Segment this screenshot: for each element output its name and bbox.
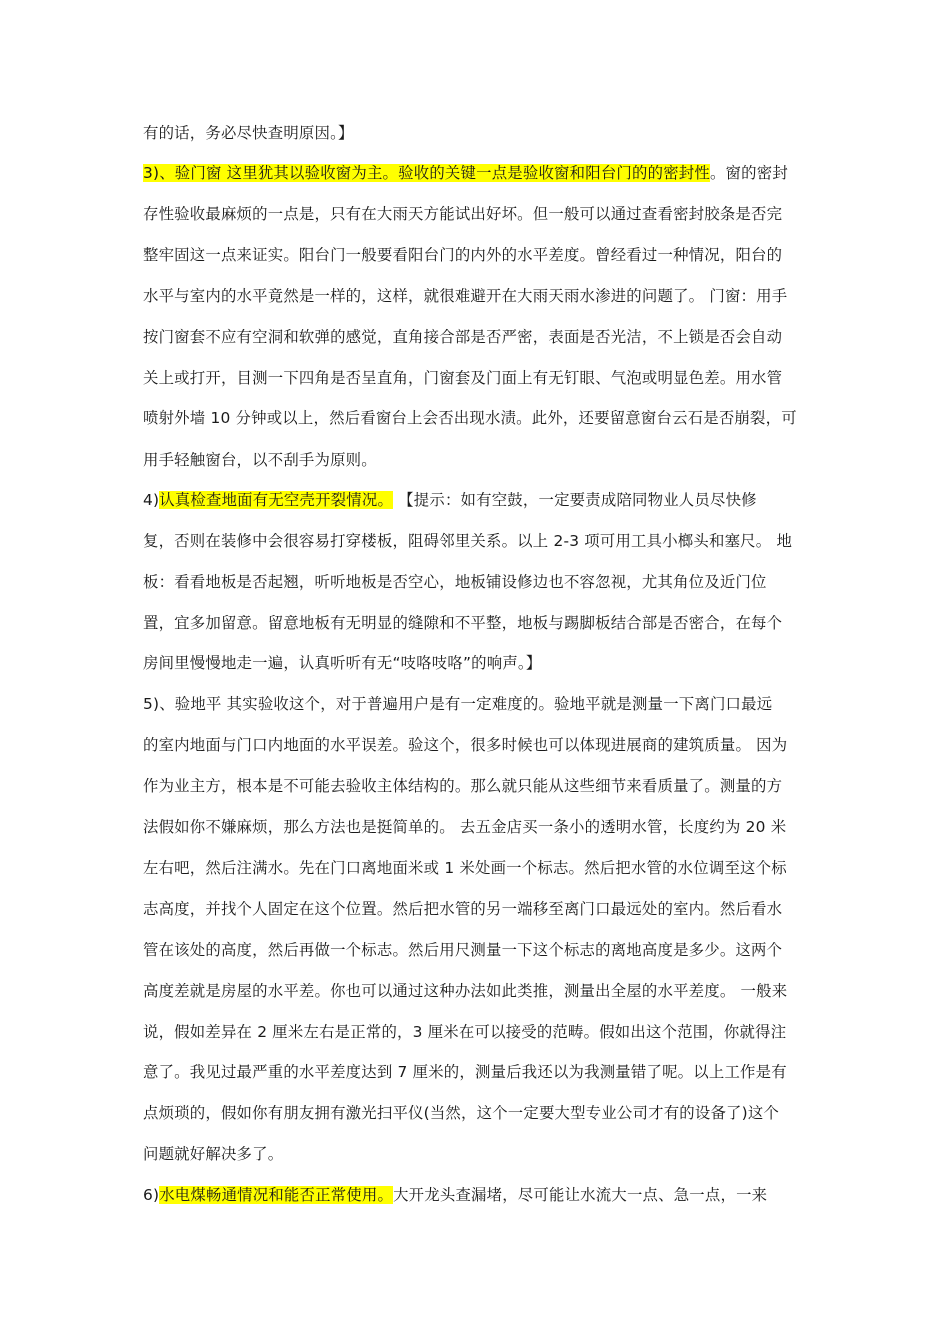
text-line xyxy=(143,121,813,145)
text-line xyxy=(143,774,813,798)
text-line xyxy=(143,897,813,921)
line-text: 。窗的密封 xyxy=(709,164,788,182)
line-text: 5)、验地平 其实验收这个，对于普遍用户是有一定难度的。验地平就是测量一下离门口最远 xyxy=(143,695,773,713)
text-line xyxy=(143,692,813,716)
text-line xyxy=(143,529,813,553)
highlighted-text: 3)、验门窗 这里犹其以验收窗为主。验收的关键一点是验收窗和阳台门的的密封性 xyxy=(143,164,710,182)
text-line xyxy=(143,284,813,308)
text-line xyxy=(143,611,813,635)
line-text: 喷射外墙 10 分钟或以上，然后看窗台上会否出现水渍。此外，还要留意窗台云石是否崩裂，可 xyxy=(143,409,797,427)
line-text: 置，宜多加留意。留意地板有无明显的缝隙和不平整，地板与踢脚板结合部是否密合，在每个 xyxy=(143,614,783,632)
line-text: 存性验收最麻烦的一点是，只有在大雨天方能试出好坏。但一般可以通过查看密封胶条是否完 xyxy=(143,205,783,223)
text-line xyxy=(143,448,813,472)
line-text: 法假如你不嫌麻烦，那么方法也是挺简单的。 去五金店买一条小的透明水管，长度约为 20 米 xyxy=(143,818,787,836)
text-line xyxy=(143,651,813,675)
line-text: 管在该处的高度，然后再做一个标志。然后用尺测量一下这个标志的离地高度是多少。这两个 xyxy=(143,941,783,959)
highlighted-text: 水电煤畅通情况和能否正常使用。 xyxy=(159,1186,394,1204)
line-text: 6) xyxy=(143,1186,160,1204)
line-text: 整牢固这一点来证实。阳台门一般要看阳台门的内外的水平差度。曾经看过一种情况，阳台的 xyxy=(143,246,783,264)
text-line xyxy=(143,488,813,512)
line-text: 4) xyxy=(143,491,160,509)
text-line xyxy=(143,938,813,962)
text-line xyxy=(143,570,813,594)
text-line xyxy=(143,815,813,839)
line-text: 用手轻触窗台，以不刮手为原则。 xyxy=(143,451,377,469)
line-text: 【提示：如有空鼓，一定要责成陪同物业人员尽快修 xyxy=(393,491,757,509)
line-text: 按门窗套不应有空洞和软弹的感觉，直角接合部是否严密，表面是否光洁，不上锁是否会自动 xyxy=(143,328,783,346)
text-line xyxy=(143,1020,813,1044)
text-line xyxy=(143,1060,813,1084)
text-line xyxy=(143,243,813,267)
line-text: 大开龙头查漏堵，尽可能让水流大一点、急一点，一来 xyxy=(393,1186,768,1204)
text-line xyxy=(143,979,813,1003)
line-text: 房间里慢慢地走一遍，认真听听有无“吱咯吱咯”的响声。】 xyxy=(143,654,542,672)
text-line xyxy=(143,1101,813,1125)
line-text: 板：看看地板是否起翘，听听地板是否空心，地板铺设修边也不容忽视，尤其角位及近门位 xyxy=(143,573,767,591)
text-line xyxy=(143,161,813,185)
line-text: 高度差就是房屋的水平差。你也可以通过这种办法如此类推，测量出全屋的水平差度。 一般来 xyxy=(143,982,788,1000)
text-line xyxy=(143,1183,813,1207)
text-line xyxy=(143,366,813,390)
line-text: 作为业主方，根本是不可能去验收主体结构的。那么就只能从这些细节来看质量了。测量的方 xyxy=(143,777,783,795)
text-line xyxy=(143,1142,813,1166)
line-text: 的室内地面与门口内地面的水平误差。验这个，很多时候也可以体现进展商的建筑质量。 因为 xyxy=(143,736,788,754)
highlighted-text: 认真检查地面有无空壳开裂情况。 xyxy=(159,491,394,509)
line-text: 说，假如差异在 2 厘米左右是正常的，3 厘米在可以接受的范畴。假如出这个范围，你就得注 xyxy=(143,1023,787,1041)
line-text: 左右吧，然后注满水。先在门口离地面米或 1 米处画一个标志。然后把水管的水位调至这个标 xyxy=(143,859,787,877)
text-line xyxy=(143,856,813,880)
line-text: 复，否则在装修中会很容易打穿楼板，阻碍邻里关系。以上 2-3 项可用工具小榔头和塞尺。 地 xyxy=(143,532,793,550)
text-line xyxy=(143,202,813,226)
line-text: 点烦琐的，假如你有朋友拥有激光扫平仪(当然，这个一定要大型专业公司才有的设备了)这个 xyxy=(143,1104,780,1122)
line-text: 志高度，并找个人固定在这个位置。然后把水管的另一端移至离门口最远处的室内。然后看水 xyxy=(143,900,783,918)
line-text: 有的话，务必尽快查明原因。】 xyxy=(143,124,354,142)
text-line xyxy=(143,733,813,757)
line-text: 水平与室内的水平竟然是一样的，这样，就很难避开在大雨天雨水渗进的问题了。 门窗：用手 xyxy=(143,287,788,305)
line-text: 意了。我见过最严重的水平差度达到 7 厘米的，测量后我还以为我测量错了呢。以上工作是有 xyxy=(143,1063,787,1081)
line-text: 关上或打开，目测一下四角是否呈直角，门窗套及门面上有无钉眼、气泡或明显色差。用水管 xyxy=(143,369,783,387)
text-line xyxy=(143,325,813,349)
line-text: 问题就好解决多了。 xyxy=(143,1145,284,1163)
text-line xyxy=(143,406,813,430)
